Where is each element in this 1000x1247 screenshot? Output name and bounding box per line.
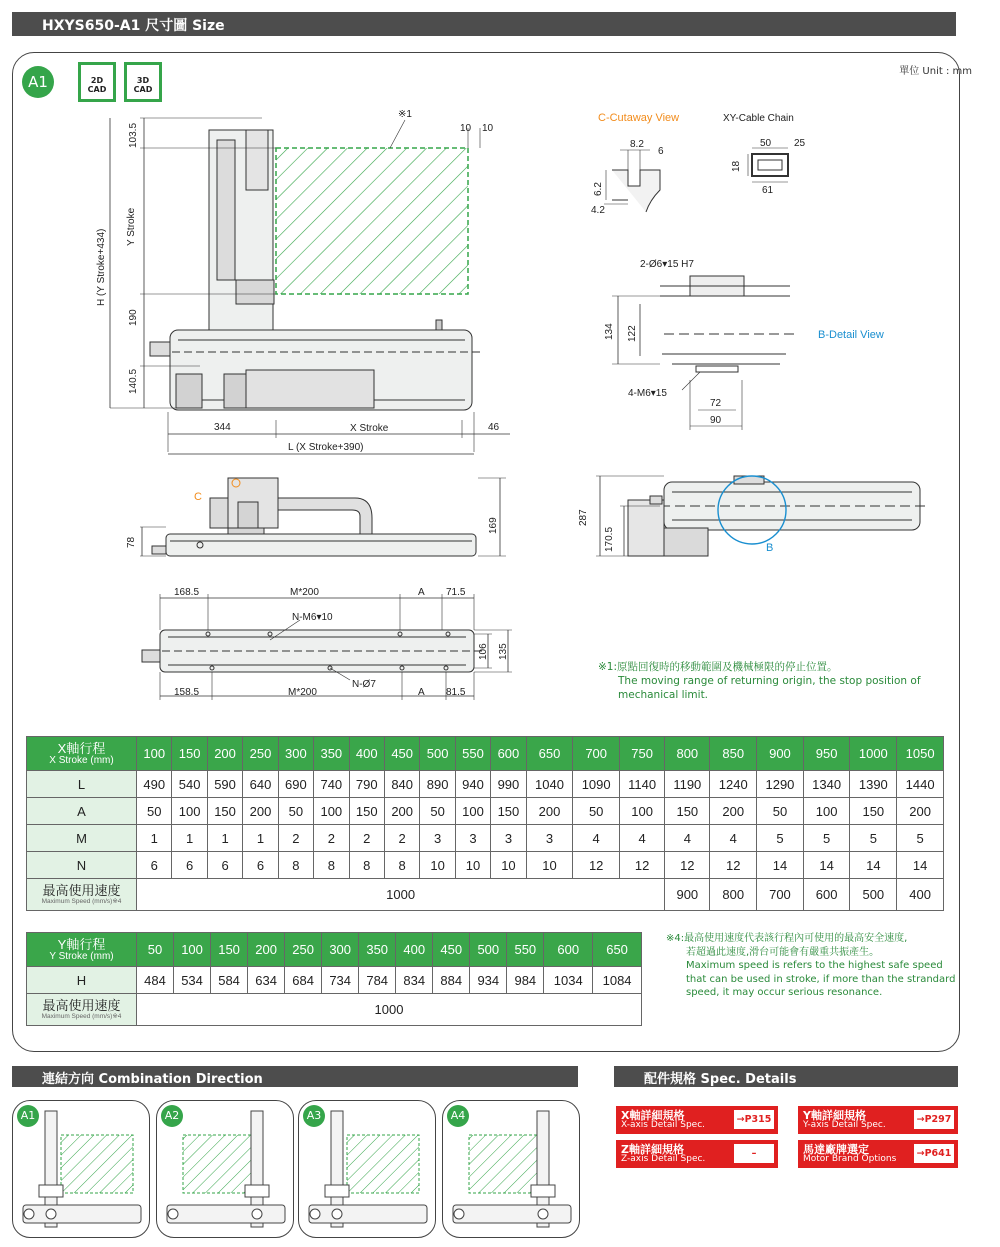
y-speed-en: Maximum Speed (mm/s)※4: [41, 1012, 122, 1020]
hole-4-m6-label: 4-M6▾15: [628, 388, 667, 399]
combination-badge: A1: [17, 1105, 39, 1127]
cut-6: 6: [658, 146, 664, 157]
x-table-cell: 4: [620, 825, 665, 852]
dim-344: 344: [214, 422, 231, 433]
combination-badge: A3: [303, 1105, 325, 1127]
x-table-cell: 150: [665, 798, 710, 825]
m200-bottom-label: M*200: [288, 687, 317, 698]
x-table-cell: 690: [278, 771, 313, 798]
c-cutaway-title: C-Cutaway View: [598, 112, 680, 124]
combination-diagram: [12, 1100, 150, 1238]
x-table-cell: 50: [278, 798, 313, 825]
x-speed-main: 1000: [137, 879, 665, 911]
x-table-cell: 200: [526, 798, 573, 825]
y-stroke-value: 200: [248, 933, 285, 967]
x-stroke-label: X Stroke: [350, 423, 389, 434]
x-table-cell: 5: [897, 825, 944, 852]
cad-2d-suffix: CAD: [87, 85, 107, 94]
spec-button-zh: 馬達廠牌選定: [803, 1143, 869, 1156]
dim-top-10a: 10: [460, 123, 472, 134]
dim-46: 46: [488, 422, 500, 433]
x-table-cell: 4: [665, 825, 710, 852]
x-row-label: A: [27, 798, 137, 825]
n-m6-label: N-M6▾10: [292, 612, 333, 623]
x-table-cell: 150: [349, 798, 384, 825]
dim-top-10b: 10: [482, 123, 494, 134]
x-table-cell: 10: [526, 852, 573, 879]
c-marker-label: C: [194, 491, 202, 503]
combination-sketch: [13, 1101, 150, 1238]
x-row-label: L: [27, 771, 137, 798]
x-stroke-value: 650: [526, 737, 573, 771]
dim-81-5: 81.5: [446, 687, 466, 698]
spec-button-zh: X軸詳細規格: [621, 1109, 685, 1122]
page-title: HXYS650-A1 尺寸圖 Size: [42, 18, 225, 34]
y-stroke-value: 100: [174, 933, 211, 967]
dim-287: 287: [578, 509, 589, 526]
cab-25: 25: [794, 138, 806, 149]
x-table-cell: 3: [455, 825, 490, 852]
x-table-cell: 150: [207, 798, 242, 825]
bottom-view: [142, 594, 512, 700]
x-table-cell: 1190: [665, 771, 710, 798]
cut-8-2: 8.2: [630, 139, 644, 150]
x-table-cell: 150: [850, 798, 897, 825]
x-table-cell: 100: [803, 798, 850, 825]
spec-button-zh: Y軸詳細規格: [803, 1109, 866, 1122]
y-stroke-value: 350: [359, 933, 396, 967]
spec-button-page[interactable]: –: [734, 1144, 774, 1163]
spec-button-en: Y-axis Detail Spec.: [803, 1120, 886, 1130]
dim-135: 135: [498, 643, 509, 660]
note-4-en: Maximum speed is refers to the highest safe speed that can be used in stroke, if more than the strandard speed, it may occur serious resonance.: [686, 960, 956, 998]
x-speed-cell: 700: [757, 879, 804, 911]
y-table-cell: 484: [137, 967, 174, 994]
y-stroke-header-row: [27, 933, 642, 967]
y-table-cell: 684: [285, 967, 322, 994]
x-table-cell: 940: [455, 771, 490, 798]
x-speed-zh: 最高使用速度: [42, 882, 121, 898]
x-table-cell: 8: [349, 852, 384, 879]
x-stroke-value: 750: [620, 737, 665, 771]
combination-section-bar: [12, 1066, 578, 1087]
model-badge: A1: [22, 66, 54, 98]
x-table-cell: 50: [137, 798, 172, 825]
y-stroke-value: 300: [322, 933, 359, 967]
x-table-cell: 490: [137, 771, 172, 798]
x-table-cell: 590: [207, 771, 242, 798]
x-stroke-value: 450: [384, 737, 419, 771]
y-table-cell: 984: [507, 967, 544, 994]
x-table-cell: 200: [384, 798, 419, 825]
y-row-label: H: [27, 967, 137, 994]
x-speed-label-cell: [27, 879, 137, 911]
spec-button-zh: Z軸詳細規格: [621, 1143, 684, 1156]
x-stroke-value: 850: [710, 737, 757, 771]
x-table-cell: 4: [573, 825, 620, 852]
x-table-row: [27, 771, 944, 798]
x-stroke-value: 900: [757, 737, 804, 771]
x-stroke-value: 700: [573, 737, 620, 771]
hole-2-d6-label: 2-Ø6▾15 H7: [640, 259, 694, 270]
dim-158-5: 158.5: [174, 687, 200, 698]
x-table-cell: 1240: [710, 771, 757, 798]
x-table-cell: 12: [665, 852, 710, 879]
x-table-cell: 8: [384, 852, 419, 879]
side-view: [140, 478, 506, 556]
x-table-cell: 3: [420, 825, 455, 852]
x-speed-en: Maximum Speed (mm/s)※4: [41, 897, 122, 905]
x-table-cell: 1340: [803, 771, 850, 798]
x-table-cell: 3: [526, 825, 573, 852]
y-speed-row: [27, 994, 642, 1026]
cab-18: 18: [731, 160, 742, 172]
x-stroke-value: 400: [349, 737, 384, 771]
x-table-cell: 100: [620, 798, 665, 825]
x-stroke-value: 350: [314, 737, 349, 771]
x-table-cell: 200: [243, 798, 278, 825]
dim-169: 169: [488, 517, 499, 534]
dim-168-5: 168.5: [174, 587, 200, 598]
motion-range-area: [276, 148, 468, 294]
y-stroke-header-en: Y Stroke (mm): [49, 950, 114, 962]
spec-button-page[interactable]: →P641: [914, 1144, 954, 1163]
spec-title: 配件規格 Spec. Details: [644, 1072, 797, 1087]
y-table-cell: 584: [211, 967, 248, 994]
x-table-cell: 540: [172, 771, 207, 798]
x-stroke-value: 250: [243, 737, 278, 771]
y-table-cell: 734: [322, 967, 359, 994]
cad-3d-label: 3D: [136, 76, 150, 85]
x-table-row: [27, 798, 944, 825]
m200-top-label: M*200: [290, 587, 319, 598]
y-stroke-value: 650: [593, 933, 642, 967]
cut-4-2: 4.2: [591, 205, 605, 216]
x-table-cell: 12: [620, 852, 665, 879]
dim-190: 190: [128, 309, 139, 326]
combination-title: 連結方向 Combination Direction: [42, 1072, 263, 1087]
l-formula-label: L (X Stroke+390): [288, 442, 364, 453]
y-stroke-value: 150: [211, 933, 248, 967]
bd-72: 72: [710, 398, 722, 409]
y-stroke-header-zh: Y軸行程: [57, 936, 106, 952]
x-table-cell: 8: [278, 852, 313, 879]
spec-detail-button[interactable]: [616, 1140, 778, 1168]
note-4-zh-1: ※4:最高使用速度代表該行程內可使用的最高安全速度,: [666, 933, 908, 944]
x-table-cell: 50: [757, 798, 804, 825]
y-stroke-label: Y Stroke: [126, 207, 137, 246]
y-speed-label-cell: [27, 994, 137, 1026]
x-table-cell: 1140: [620, 771, 665, 798]
a-bottom-label: A: [418, 687, 425, 698]
dim-71-5: 71.5: [446, 587, 466, 598]
x-table-cell: 14: [803, 852, 850, 879]
spec-detail-button[interactable]: [616, 1106, 778, 1134]
x-stroke-header-row: [27, 737, 944, 771]
cable-chain-title: XY-Cable Chain: [723, 113, 794, 124]
y-stroke-table: [26, 932, 642, 1026]
spec-button-page[interactable]: →P315: [734, 1110, 774, 1129]
x-table-cell: 100: [172, 798, 207, 825]
x-table-cell: 640: [243, 771, 278, 798]
front-view: [596, 476, 930, 556]
x-table-cell: 2: [278, 825, 313, 852]
x-table-cell: 1: [137, 825, 172, 852]
x-stroke-value: 1050: [897, 737, 944, 771]
dim-78: 78: [126, 536, 137, 548]
combination-sketch: [299, 1101, 436, 1238]
y-speed-zh: 最高使用速度: [42, 997, 121, 1013]
combination-badge: A2: [161, 1105, 183, 1127]
y-table-cell: 1084: [593, 967, 642, 994]
x-stroke-value: 1000: [850, 737, 897, 771]
y-table-row: [27, 967, 642, 994]
spec-button-en: Z-axis Detail Spec.: [621, 1154, 706, 1164]
y-stroke-value: 550: [507, 933, 544, 967]
cab-50: 50: [760, 138, 772, 149]
bd-134: 134: [604, 323, 615, 340]
x-table-cell: 1290: [757, 771, 804, 798]
cab-61: 61: [762, 185, 774, 196]
b-detail-view: [612, 276, 796, 430]
x-row-label: N: [27, 852, 137, 879]
x-stroke-value: 950: [803, 737, 850, 771]
x-stroke-value: 500: [420, 737, 455, 771]
cable-chain-view: [748, 148, 788, 182]
combination-sketch: [157, 1101, 294, 1238]
x-table-cell: 6: [207, 852, 242, 879]
x-table-cell: 4: [710, 825, 757, 852]
x-speed-cell: 800: [710, 879, 757, 911]
dim-106: 106: [478, 643, 489, 660]
x-table-cell: 990: [491, 771, 526, 798]
x-table-cell: 8: [314, 852, 349, 879]
x-table-cell: 2: [384, 825, 419, 852]
x-table-cell: 14: [850, 852, 897, 879]
x-stroke-header-en: X Stroke (mm): [49, 754, 114, 766]
a-top-label: A: [418, 587, 425, 598]
x-table-cell: 6: [243, 852, 278, 879]
x-table-row: [27, 825, 944, 852]
x-stroke-value: 100: [137, 737, 172, 771]
x-table-cell: 12: [710, 852, 757, 879]
combination-diagram: [442, 1100, 580, 1238]
bd-90: 90: [710, 415, 722, 426]
y-table-cell: 784: [359, 967, 396, 994]
combination-sketch: [443, 1101, 580, 1238]
x-table-cell: 790: [349, 771, 384, 798]
spec-button-page[interactable]: →P297: [914, 1110, 954, 1129]
n-d7-label: N-Ø7: [352, 679, 376, 690]
b-marker-label: B: [766, 542, 774, 554]
spec-detail-button[interactable]: [798, 1140, 958, 1168]
x-stroke-value: 150: [172, 737, 207, 771]
x-speed-cell: 500: [850, 879, 897, 911]
note-4: [666, 932, 956, 1000]
x-table-cell: 5: [803, 825, 850, 852]
combination-diagram: [298, 1100, 436, 1238]
x-table-cell: 1440: [897, 771, 944, 798]
x-stroke-value: 800: [665, 737, 710, 771]
c-cutaway-view: [604, 150, 660, 212]
x-table-cell: 50: [420, 798, 455, 825]
y-table-cell: 634: [248, 967, 285, 994]
note-mark: ※1: [398, 109, 412, 120]
x-table-cell: 890: [420, 771, 455, 798]
x-stroke-header-zh: X軸行程: [57, 740, 106, 756]
x-table-cell: 1: [172, 825, 207, 852]
x-table-cell: 200: [710, 798, 757, 825]
combination-badge: A4: [447, 1105, 469, 1127]
x-table-cell: 5: [757, 825, 804, 852]
y-stroke-value: 50: [137, 933, 174, 967]
x-stroke-value: 600: [491, 737, 526, 771]
x-table-row: [27, 852, 944, 879]
y-stroke-value: 250: [285, 933, 322, 967]
x-speed-row: [27, 879, 944, 911]
bd-122: 122: [627, 325, 638, 342]
dim-170-5: 170.5: [604, 526, 615, 552]
dim-140-5: 140.5: [128, 368, 139, 394]
x-stroke-value: 550: [455, 737, 490, 771]
x-table-cell: 150: [491, 798, 526, 825]
x-speed-cell: 600: [803, 879, 850, 911]
cad-2d-label: 2D: [90, 76, 104, 85]
x-stroke-value: 200: [207, 737, 242, 771]
note-1: [598, 660, 948, 702]
note-1-zh: ※1:原點回復時的移動範圍及機械極限的停止位置。: [598, 661, 838, 673]
spec-detail-button[interactable]: [798, 1106, 958, 1134]
y-table-cell: 1034: [544, 967, 593, 994]
x-table-cell: 1390: [850, 771, 897, 798]
x-table-cell: 100: [455, 798, 490, 825]
b-detail-title: B-Detail View: [818, 329, 884, 341]
spec-button-en: X-axis Detail Spec.: [621, 1120, 706, 1130]
y-stroke-value: 400: [396, 933, 433, 967]
top-view: [110, 118, 510, 454]
y-table-cell: 534: [174, 967, 211, 994]
spec-button-en: Motor Brand Options: [803, 1154, 897, 1164]
x-speed-cell: 900: [665, 879, 710, 911]
x-table-cell: 200: [897, 798, 944, 825]
y-stroke-value: 600: [544, 933, 593, 967]
cut-6-2: 6.2: [593, 182, 604, 196]
x-table-cell: 1040: [526, 771, 573, 798]
combination-diagram: [156, 1100, 294, 1238]
y-table-cell: 884: [433, 967, 470, 994]
x-table-cell: 2: [314, 825, 349, 852]
x-table-cell: 50: [573, 798, 620, 825]
x-table-cell: 1090: [573, 771, 620, 798]
x-table-cell: 10: [420, 852, 455, 879]
x-stroke-value: 300: [278, 737, 313, 771]
spec-section-bar: [614, 1066, 958, 1087]
x-table-cell: 1: [243, 825, 278, 852]
x-table-cell: 1: [207, 825, 242, 852]
dim-103-5: 103.5: [128, 122, 139, 148]
x-table-cell: 740: [314, 771, 349, 798]
y-stroke-value: 500: [470, 933, 507, 967]
x-table-cell: 14: [757, 852, 804, 879]
x-stroke-header-cell: [27, 737, 137, 771]
x-table-cell: 14: [897, 852, 944, 879]
x-row-label: M: [27, 825, 137, 852]
y-stroke-header-cell: [27, 933, 137, 967]
x-table-cell: 2: [349, 825, 384, 852]
x-table-cell: 3: [491, 825, 526, 852]
note-4-zh-2: 若超過此速度,滑台可能會有嚴重共振產生。: [686, 946, 880, 958]
x-table-cell: 6: [172, 852, 207, 879]
y-speed-main: 1000: [137, 994, 642, 1026]
x-speed-cell: 400: [897, 879, 944, 911]
y-table-cell: 934: [470, 967, 507, 994]
x-table-cell: 10: [455, 852, 490, 879]
x-table-cell: 12: [573, 852, 620, 879]
x-stroke-table: [26, 736, 944, 911]
y-stroke-value: 450: [433, 933, 470, 967]
unit-label: 單位 Unit : mm: [899, 66, 972, 77]
note-1-en: The moving range of returning origin, the stop position of mechanical limit.: [618, 675, 921, 701]
x-table-cell: 6: [137, 852, 172, 879]
y-table-cell: 834: [396, 967, 433, 994]
x-table-cell: 10: [491, 852, 526, 879]
cad-3d-suffix: CAD: [133, 85, 153, 94]
h-formula-label: H (Y Stroke+434): [96, 228, 107, 306]
x-table-cell: 100: [314, 798, 349, 825]
x-table-cell: 840: [384, 771, 419, 798]
x-table-cell: 5: [850, 825, 897, 852]
